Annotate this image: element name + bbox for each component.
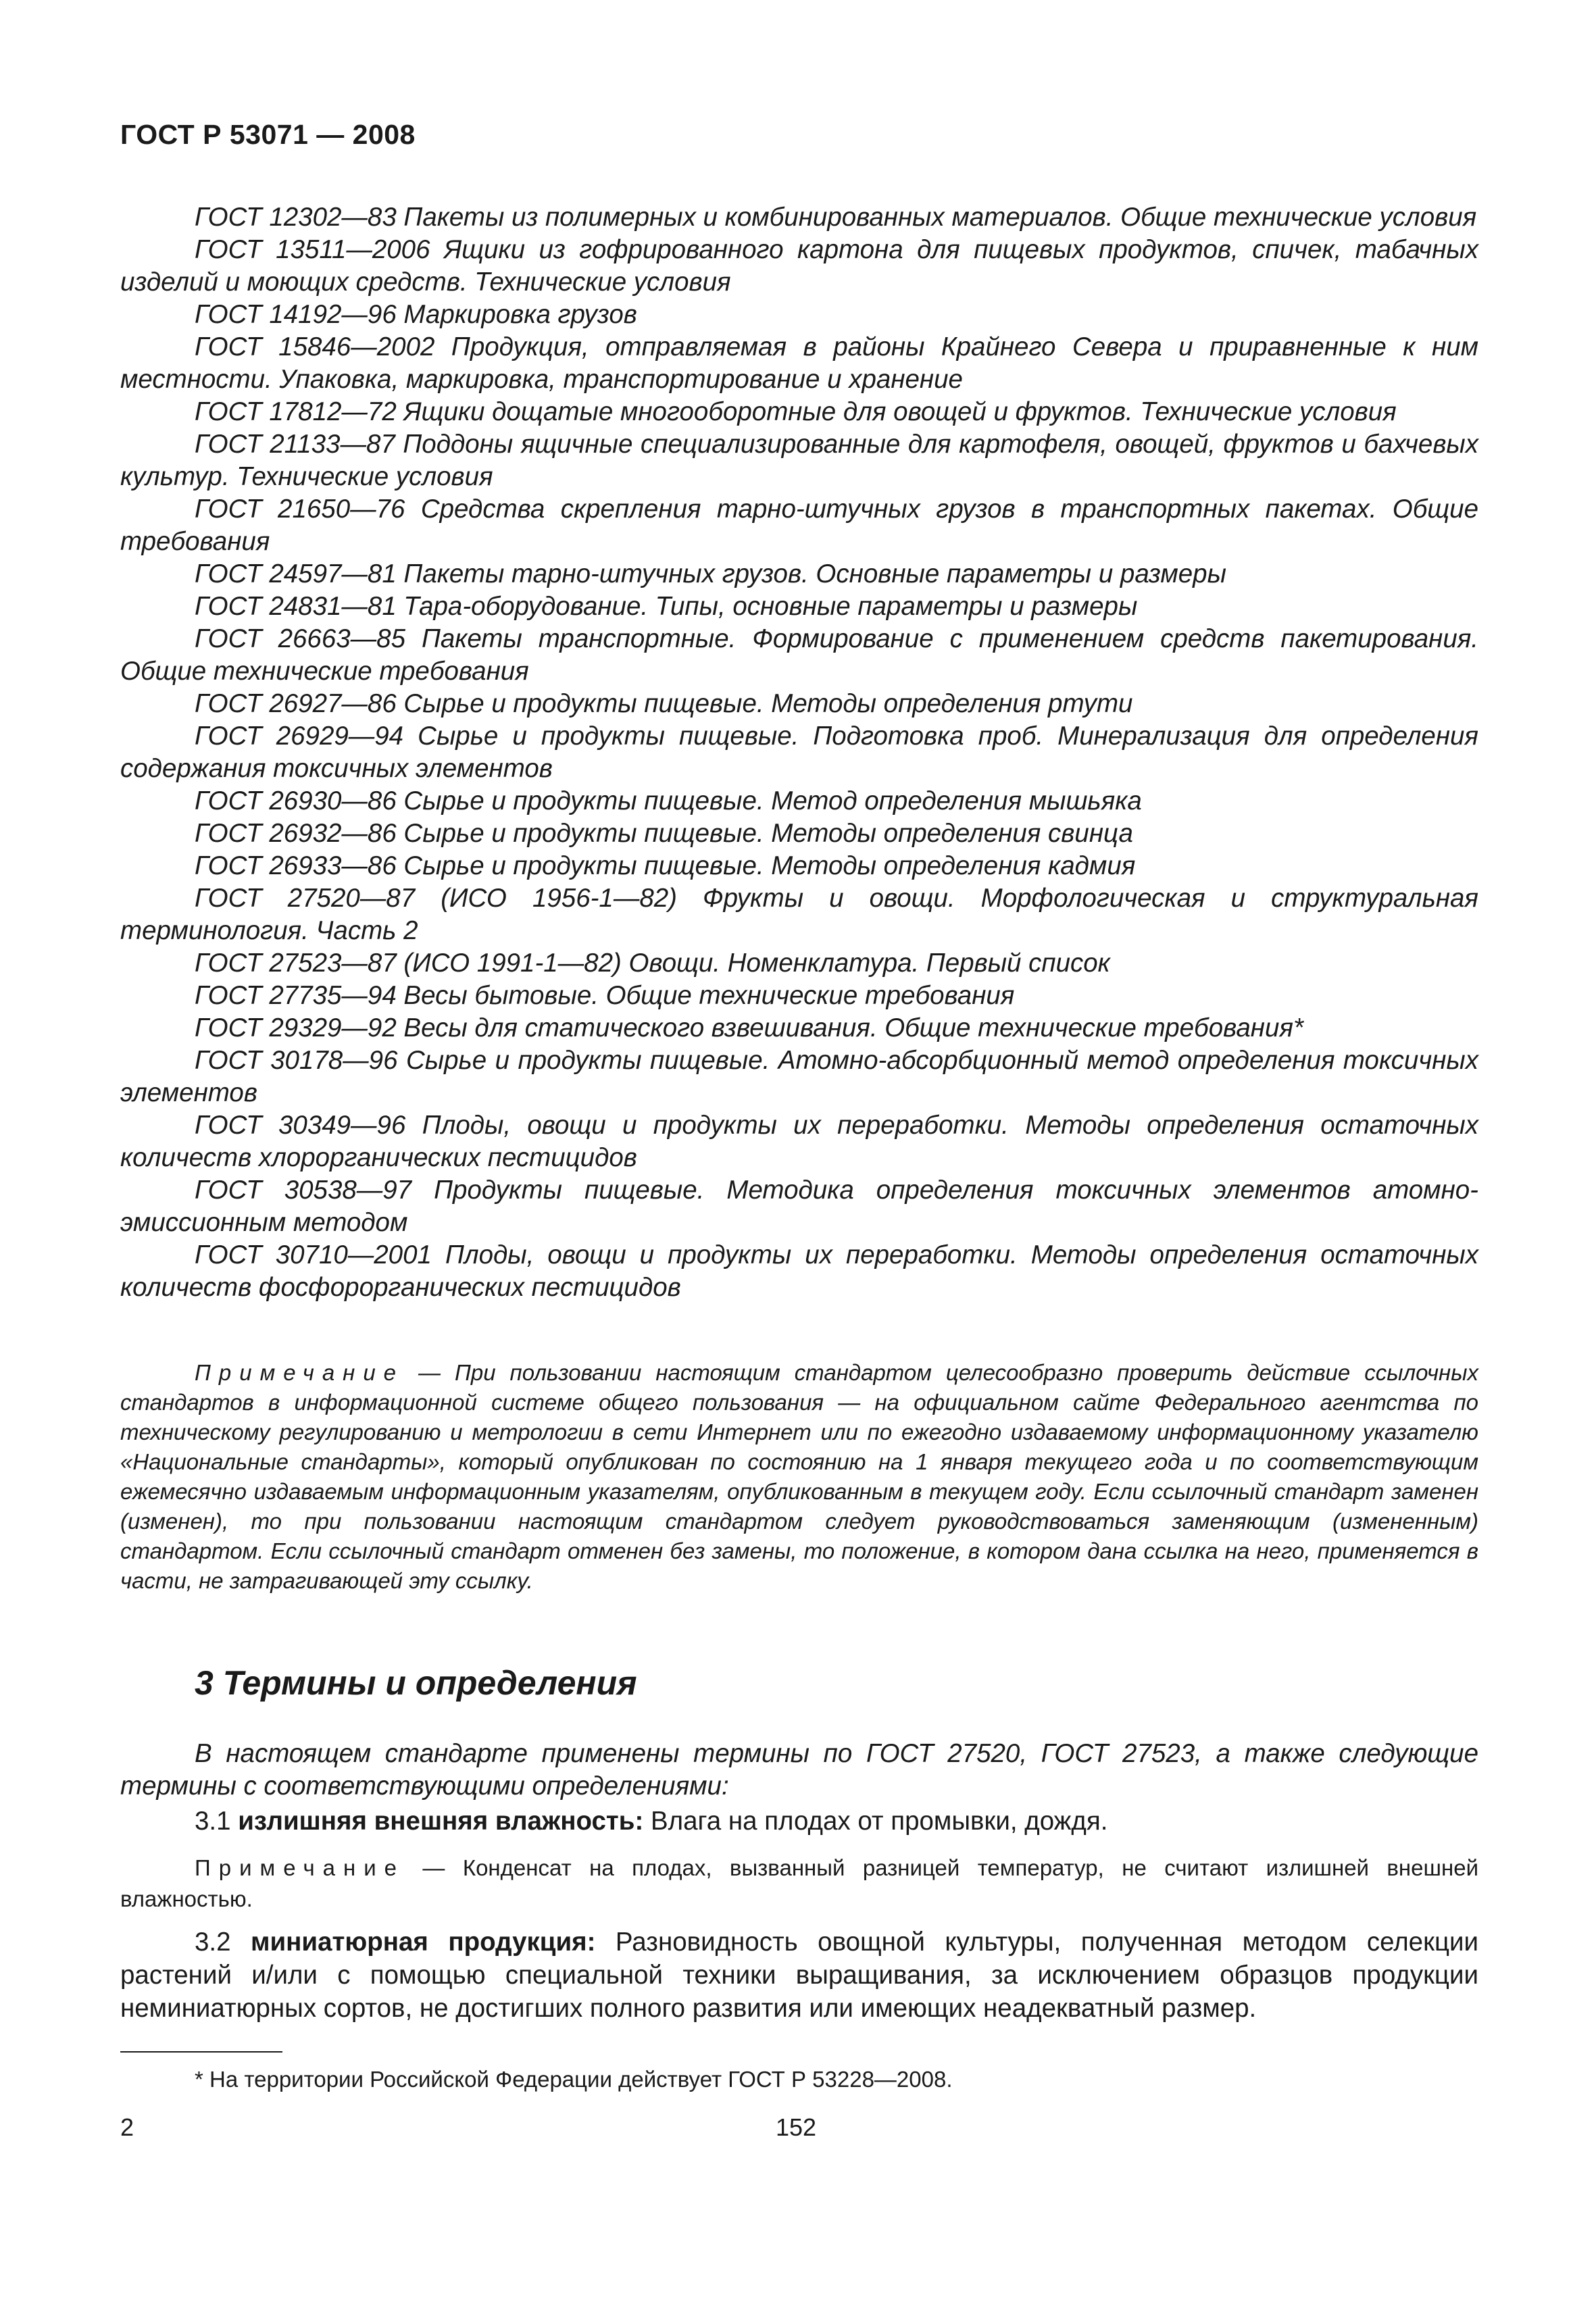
reference-item: ГОСТ 29329—92 Весы для статического взвешивания. Общие технические требования*: [195, 1013, 1303, 1042]
footnote: * На территории Российской Федерации действует ГОСТ Р 53228—2008.: [195, 2067, 953, 2092]
sheet-number: 152: [776, 2113, 817, 2141]
reference-item: ГОСТ 26930—86 Сырье и продукты пищевые. Метод определения мышьяка: [195, 786, 1142, 815]
footnote-divider: [120, 2051, 282, 2053]
note-text: — При пользовании настоящим стандартом целесообразно проверить действие ссылочных стандартов в информационной системе общего пользования — на официальном сайте Федерального агентства по техническому регулированию и метрологии в сети Интернет или по ежегодно издаваемому информационному указателю «Национальные стандарты», который опубликован по состоянию на 1 января текущего года и по соответствующим ежемесячно издаваемым информационным указателям, опубликованным в текущем году. Если ссылочный стандарт заменен (изменен), то при пользовании настоящим стандартом следует руководствоваться заменяющим (измененным) стандартом. Если ссылочный стандарт отменен без замены, то положение, в котором дана ссылка на него, применяется в части, не затрагивающей эту ссылку.: [120, 1360, 1478, 1593]
reference-item: ГОСТ 17812—72 Ящики дощатые многооборотные для овощей и фруктов. Технические условия: [195, 397, 1397, 426]
reference-item: ГОСТ 26927—86 Сырье и продукты пищевые. Методы определения ртути: [195, 689, 1133, 718]
term-definition-text: Разновидность овощной культуры, полученная методом селекции растений и/или с помощью специальной техники выращивания, за исключением образцов продукции неминиатюрных сортов, не достигших полного развития или имеющих неадекватный размер.: [120, 1928, 1479, 2023]
term-number: 3.2: [195, 1928, 251, 1957]
normative-references-list: [120, 201, 1478, 1304]
reference-item: ГОСТ 21133—87 Поддоны ящичные специализированные для картофеля, овощей, фруктов и бахчевых культур. Технические условия: [120, 430, 1478, 491]
section-intro: В настоящем стандарте применены термины по ГОСТ 27520, ГОСТ 27523, а также следующие термины с соответствующими определениями:: [120, 1739, 1478, 1801]
reference-item: ГОСТ 21650—76 Средства скрепления тарно-штучных грузов в транспортных пакетах. Общие требования: [120, 495, 1478, 556]
reference-item: ГОСТ 27735—94 Весы бытовые. Общие технические требования: [195, 981, 1015, 1010]
term-note: [120, 1853, 1478, 1915]
term-name: излишняя внешняя влажность:: [238, 1807, 644, 1836]
note-label: Примечание: [195, 1855, 405, 1880]
reference-item: ГОСТ 30710—2001 Плоды, овощи и продукты их переработки. Методы определения остаточных количеств фосфорорганических пестицидов: [120, 1240, 1478, 1302]
reference-item: ГОСТ 26933—86 Сырье и продукты пищевые. Методы определения кадмия: [195, 851, 1136, 880]
page-number: 2: [120, 2113, 134, 2141]
reference-item: ГОСТ 30538—97 Продукты пищевые. Методика определения токсичных элементов атомно-эмиссионным методом: [120, 1176, 1478, 1237]
reference-item: ГОСТ 30178—96 Сырье и продукты пищевые. Атомно-абсорбционный метод определения токсичных элементов: [120, 1046, 1478, 1107]
term-name: миниатюрная продукция:: [251, 1928, 596, 1957]
term-definition: [120, 1805, 1478, 1838]
reference-item: ГОСТ 30349—96 Плоды, овощи и продукты их переработки. Методы определения остаточных количеств хлорорганических пестицидов: [120, 1111, 1478, 1172]
term-definition-text: Влага на плодах от промывки, дождя.: [643, 1807, 1108, 1836]
reference-item: ГОСТ 13511—2006 Ящики из гофрированного картона для пищевых продуктов, спичек, табачных изделий и моющих средств. Технические условия: [120, 235, 1478, 297]
reference-item: ГОСТ 12302—83 Пакеты из полимерных и комбинированных материалов. Общие технические условия: [195, 203, 1477, 232]
note-text: — Конденсат на плодах, вызванный разницей температур, не считают излишней внешней влажностью.: [120, 1855, 1478, 1911]
term-definition: [120, 1926, 1478, 2025]
page-header: ГОСТ Р 53071 — 2008: [120, 119, 416, 150]
note-label: Примечание: [195, 1360, 405, 1385]
reference-item: ГОСТ 26663—85 Пакеты транспортные. Формирование с применением средств пакетирования. Общие технические требования: [120, 624, 1478, 686]
reference-item: ГОСТ 27520—87 (ИСО 1956-1—82) Фрукты и овощи. Морфологическая и структуральная терминология. Часть 2: [120, 884, 1478, 945]
reference-item: ГОСТ 26929—94 Сырье и продукты пищевые. Подготовка проб. Минерализация для определения содержания токсичных элементов: [120, 722, 1478, 783]
reference-item: ГОСТ 24831—81 Тара-оборудование. Типы, основные параметры и размеры: [195, 592, 1138, 621]
section-heading: 3 Термины и определения: [195, 1664, 637, 1702]
reference-item: ГОСТ 24597—81 Пакеты тарно-штучных грузов. Основные параметры и размеры: [195, 559, 1226, 588]
reference-item: ГОСТ 27523—87 (ИСО 1991-1—82) Овощи. Номенклатура. Первый список: [195, 949, 1110, 978]
reference-item: ГОСТ 26932—86 Сырье и продукты пищевые. Методы определения свинца: [195, 819, 1133, 848]
reference-item: ГОСТ 14192—96 Маркировка грузов: [195, 300, 637, 329]
references-note: [120, 1358, 1478, 1596]
term-number: 3.1: [195, 1807, 239, 1836]
reference-item: ГОСТ 15846—2002 Продукция, отправляемая в районы Крайнего Севера и приравненные к ним местности. Упаковка, маркировка, транспортирование и хранение: [120, 332, 1478, 394]
